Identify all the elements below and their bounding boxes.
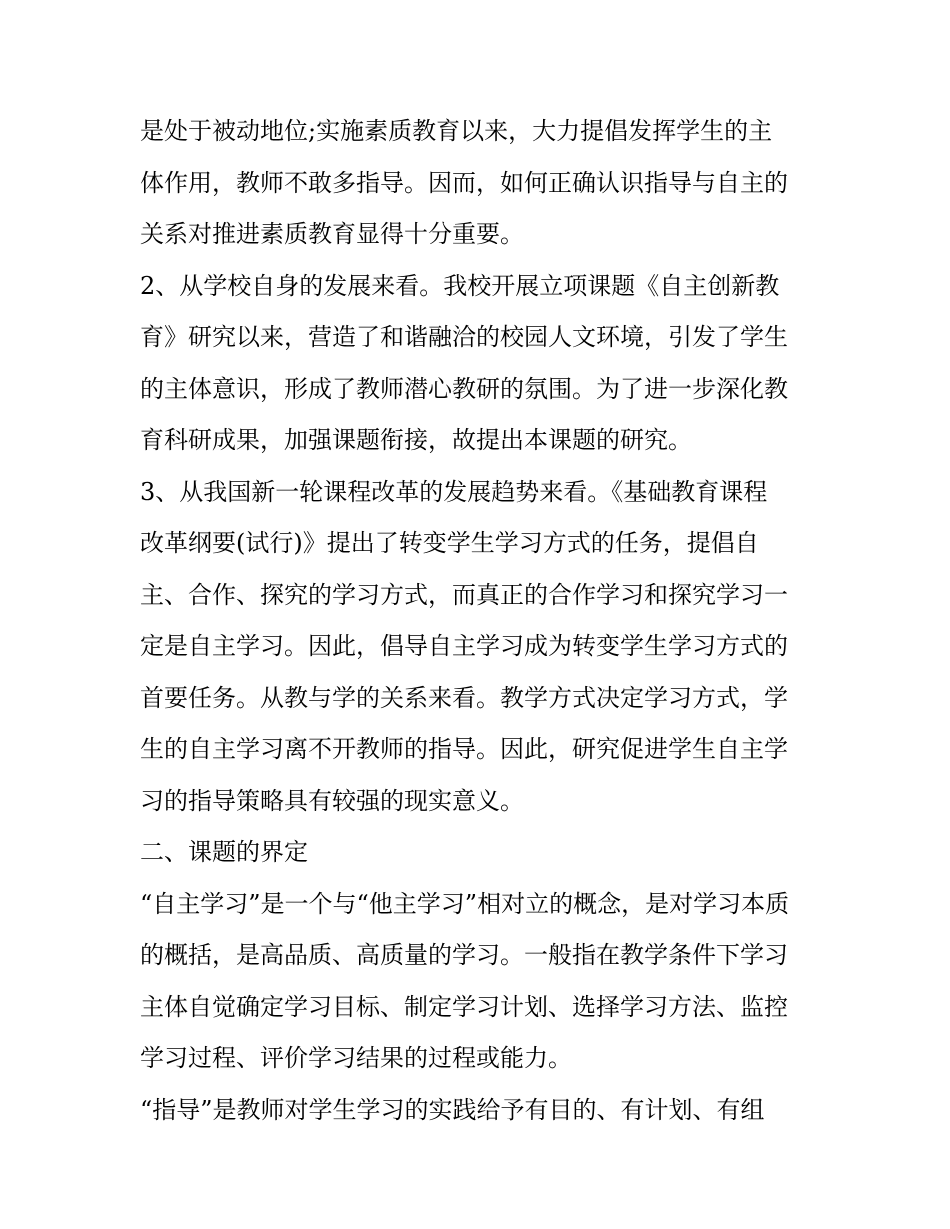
text-line: 3、从我国新一轮课程改革的发展趋势来看。《基础教育课程 bbox=[140, 477, 768, 506]
text-line: “指导”是教师对学生学习的实践给予有目的、有计划、有组 bbox=[140, 1095, 765, 1124]
text-line: 的主体意识，形成了教师潜心教研的氛围。为了进一步深化教 bbox=[140, 374, 788, 403]
text-line: 主、合作、探究的学习方式，而真正的合作学习和探究学习一 bbox=[140, 580, 788, 609]
text-line: 是处于被动地位;实施素质教育以来，大力提倡发挥学生的主 bbox=[140, 117, 773, 145]
text-line: 首要任务。从教与学的关系来看。教学方式决定学习方式，学 bbox=[140, 683, 788, 712]
document-body bbox=[140, 106, 812, 1136]
text-line: 育科研成果，加强课题衔接，故提出本课题的研究。 bbox=[140, 426, 692, 454]
text-line: 习的指导策略具有较强的现实意义。 bbox=[140, 786, 524, 815]
text-line: 育》研究以来，营造了和谐融洽的校园人文环境，引发了学生 bbox=[140, 323, 788, 351]
section-heading: 二、课题的界定 bbox=[140, 838, 308, 866]
text-line: 定是自主学习。因此，倡导自主学习成为转变学生学习方式的 bbox=[140, 632, 788, 660]
text-line: 的概括，是高品质、高质量的学习。一般指在教学条件下学习 bbox=[140, 941, 788, 969]
text-line: 2、从学校自身的发展来看。我校开展立项课题《自主创新教 bbox=[140, 271, 780, 300]
text-line: 主体自觉确定学习目标、制定学习计划、选择学习方法、监控 bbox=[140, 992, 788, 1021]
text-line: 体作用，教师不敢多指导。因而，如何正确认识指导与自主的 bbox=[140, 168, 788, 197]
text-line: “自主学习”是一个与“他主学习”相对立的概念，是对学习本质 bbox=[140, 889, 790, 918]
text-line: 关系对推进素质教育显得十分重要。 bbox=[140, 220, 524, 248]
text-line: 生的自主学习离不开教师的指导。因此，研究促进学生自主学 bbox=[140, 735, 788, 763]
text-line: 改革纲要(试行)》提出了转变学生学习方式的任务，提倡自 bbox=[140, 529, 759, 557]
text-line: 学习过程、评价学习结果的过程或能力。 bbox=[140, 1044, 572, 1072]
